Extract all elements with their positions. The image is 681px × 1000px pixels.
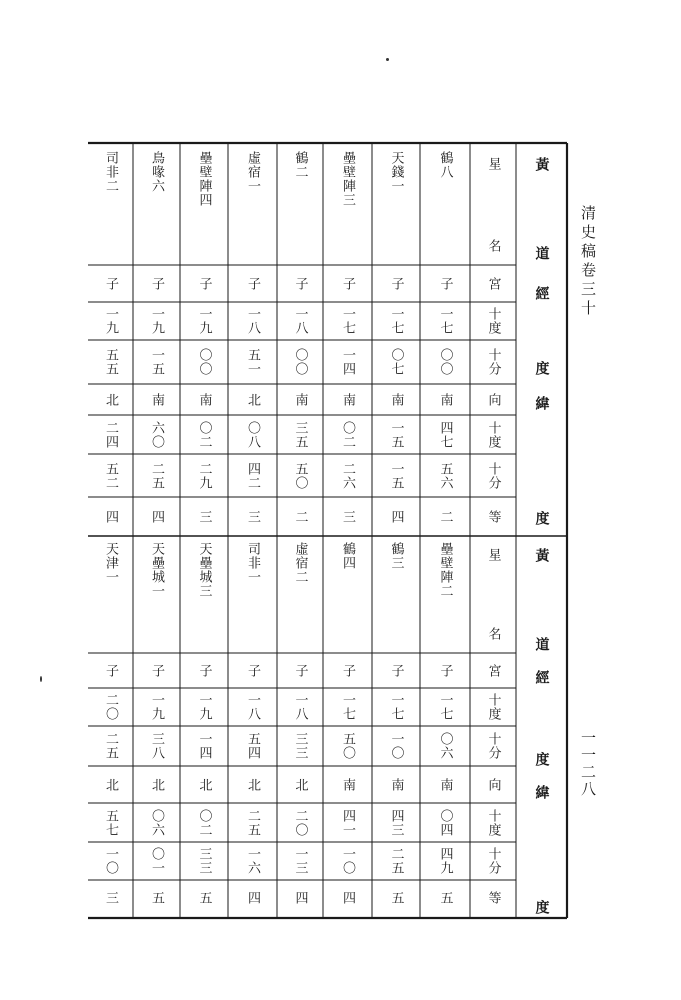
table-value: 一〇 bbox=[340, 847, 355, 875]
table-value: 子 bbox=[103, 276, 118, 291]
table-value: 一九 bbox=[196, 693, 212, 721]
table-value: 五〇 bbox=[340, 732, 355, 760]
table-value: 五二 bbox=[103, 461, 118, 490]
row-header: 十分 bbox=[485, 348, 501, 376]
table-value: 子 bbox=[388, 663, 404, 678]
table-value: 四三 bbox=[388, 808, 404, 837]
star-name: 鳥喙六 bbox=[149, 151, 164, 193]
star-name: 壘壁陣四 bbox=[196, 151, 212, 207]
table-value: 四二 bbox=[245, 461, 260, 490]
table-value: 五〇 bbox=[292, 461, 308, 490]
ink-speck bbox=[40, 676, 42, 682]
table-value: 三三 bbox=[292, 732, 308, 760]
star-name: 司非二 bbox=[103, 151, 118, 193]
star-name: 壘壁陣三 bbox=[340, 151, 355, 207]
table-value: 一九 bbox=[149, 307, 164, 335]
table-value: 一八 bbox=[245, 307, 260, 335]
section-label-char: 度 bbox=[533, 510, 550, 526]
star-name: 虛宿一 bbox=[245, 151, 260, 193]
row-header-star-label: 星 bbox=[485, 548, 501, 562]
star-name: 天津一 bbox=[103, 542, 118, 584]
row-header: 十度 bbox=[485, 420, 501, 449]
table-value: 北 bbox=[196, 777, 212, 792]
table-value: 二五 bbox=[149, 461, 164, 490]
row-header: 十分 bbox=[485, 461, 501, 490]
table-value: 子 bbox=[149, 663, 164, 678]
table-value: 一七 bbox=[437, 307, 453, 335]
table-value: 北 bbox=[245, 392, 260, 407]
table-value: 三三 bbox=[196, 847, 212, 875]
table-value: 一八 bbox=[292, 693, 308, 721]
table-value: 二 bbox=[437, 509, 453, 524]
table-value: 〇〇 bbox=[196, 348, 212, 376]
table-value: 五 bbox=[437, 891, 453, 905]
section-label-char: 道 bbox=[533, 636, 550, 652]
star-name: 天錢一 bbox=[388, 151, 404, 193]
table-value: 〇二 bbox=[196, 420, 212, 449]
table-value: 一八 bbox=[245, 693, 260, 721]
section-label-char: 緯 bbox=[533, 395, 550, 411]
table-value: 四 bbox=[103, 509, 118, 524]
table-value: 南 bbox=[292, 392, 308, 407]
table-value: 五一 bbox=[245, 348, 260, 376]
table-value: 五七 bbox=[103, 808, 118, 837]
table-value: 五 bbox=[388, 891, 404, 905]
row-header: 十分 bbox=[485, 847, 501, 875]
row-header-star-label: 星 bbox=[485, 157, 501, 171]
table-value: 子 bbox=[196, 663, 212, 678]
table-value: 子 bbox=[340, 663, 355, 678]
table-value: 子 bbox=[437, 663, 453, 678]
table-value: 五四 bbox=[245, 732, 260, 760]
table-value: 子 bbox=[340, 276, 355, 291]
table-value: 北 bbox=[292, 777, 308, 792]
section-label-char: 道 bbox=[533, 245, 550, 261]
table-value: 四 bbox=[245, 891, 260, 905]
table-value: 〇六 bbox=[149, 808, 164, 837]
table-value: 四 bbox=[340, 891, 355, 905]
table-value: 〇〇 bbox=[292, 348, 308, 376]
table-value: 二九 bbox=[196, 461, 212, 490]
table-value: 子 bbox=[245, 663, 260, 678]
table-value: 五五 bbox=[103, 348, 118, 376]
table-value: 一五 bbox=[149, 348, 164, 376]
table-value: 五 bbox=[149, 891, 164, 905]
table-value: 〇六 bbox=[437, 732, 453, 760]
row-header: 十度 bbox=[485, 307, 501, 335]
row-header: 向 bbox=[485, 392, 501, 407]
row-header: 宮 bbox=[485, 276, 501, 291]
section-label-char: 黃 bbox=[533, 547, 550, 563]
table-value: 南 bbox=[196, 392, 212, 407]
table-value: 三 bbox=[340, 509, 355, 524]
star-name: 鶴三 bbox=[388, 542, 404, 570]
table-value: 二五 bbox=[103, 732, 118, 760]
row-header: 等 bbox=[485, 509, 501, 524]
table-value: 南 bbox=[388, 777, 404, 792]
row-header-name-label: 名 bbox=[485, 627, 501, 641]
table-value: 五 bbox=[196, 891, 212, 905]
ink-speck bbox=[386, 58, 389, 61]
table-value: 〇二 bbox=[340, 420, 355, 449]
star-name: 鶴八 bbox=[437, 151, 453, 179]
table-value: 一九 bbox=[149, 693, 164, 721]
table-value: 二五 bbox=[388, 847, 404, 875]
table-value: 一四 bbox=[340, 348, 355, 376]
table-value: 四 bbox=[388, 509, 404, 524]
table-value: 北 bbox=[149, 777, 164, 792]
table-value: 一七 bbox=[340, 307, 355, 335]
row-header: 等 bbox=[485, 891, 501, 905]
table-value: 〇七 bbox=[388, 348, 404, 376]
running-head: 清史稿卷三十 bbox=[579, 205, 597, 319]
row-header: 十度 bbox=[485, 808, 501, 837]
table-value: 五六 bbox=[437, 461, 453, 490]
table-value: 四 bbox=[292, 891, 308, 905]
star-name: 天壘城一 bbox=[149, 542, 164, 598]
table-value: 子 bbox=[196, 276, 212, 291]
row-header: 十度 bbox=[485, 693, 501, 721]
table-value: 三 bbox=[103, 891, 118, 905]
table-value: 〇〇 bbox=[437, 348, 453, 376]
table-value: 一三 bbox=[292, 847, 308, 875]
row-header: 十分 bbox=[485, 732, 501, 760]
table-value: 南 bbox=[388, 392, 404, 407]
table-value: 子 bbox=[292, 663, 308, 678]
table-value: 南 bbox=[437, 392, 453, 407]
table-value: 一五 bbox=[388, 461, 404, 490]
row-header: 宮 bbox=[485, 663, 501, 678]
table-value: 二六 bbox=[340, 461, 355, 490]
section-label-char: 度 bbox=[533, 751, 550, 767]
table-value: 〇二 bbox=[196, 808, 212, 837]
table-value: 子 bbox=[388, 276, 404, 291]
table-value: 〇四 bbox=[437, 808, 453, 837]
table-value: 子 bbox=[292, 276, 308, 291]
star-name: 鶴二 bbox=[292, 151, 308, 179]
section-label-char: 度 bbox=[533, 899, 550, 915]
table-value: 子 bbox=[103, 663, 118, 678]
table-value: 一〇 bbox=[388, 732, 404, 760]
table-value: 〇八 bbox=[245, 420, 260, 449]
table-value: 一五 bbox=[388, 420, 404, 449]
table-value: 二〇 bbox=[292, 808, 308, 837]
table-value: 一七 bbox=[388, 693, 404, 721]
table-value: 二 bbox=[292, 509, 308, 524]
table-value: 一九 bbox=[196, 307, 212, 335]
table-value: 一九 bbox=[103, 307, 118, 335]
table-value: 三八 bbox=[149, 732, 164, 760]
table-value: 一六 bbox=[245, 847, 260, 875]
section-label-char: 度 bbox=[533, 360, 550, 376]
table-value: 南 bbox=[340, 777, 355, 792]
star-name: 鶴四 bbox=[340, 542, 355, 570]
section-label-char: 經 bbox=[533, 669, 550, 685]
table-value: 三 bbox=[196, 509, 212, 524]
table-value: 北 bbox=[245, 777, 260, 792]
table-value: 子 bbox=[437, 276, 453, 291]
star-name: 虛宿二 bbox=[292, 542, 308, 584]
table-value: 北 bbox=[103, 392, 118, 407]
table-value: 四 bbox=[149, 509, 164, 524]
table-value: 二四 bbox=[103, 420, 118, 449]
section-label-char: 緯 bbox=[533, 784, 550, 800]
table-value: 一七 bbox=[437, 693, 453, 721]
table-value: 三 bbox=[245, 509, 260, 524]
table-value: 南 bbox=[149, 392, 164, 407]
table-value: 一八 bbox=[292, 307, 308, 335]
table-value: 一四 bbox=[196, 732, 212, 760]
star-name: 司非一 bbox=[245, 542, 260, 584]
table-value: 三五 bbox=[292, 420, 308, 449]
table-value: 二〇 bbox=[103, 693, 118, 721]
star-name: 天壘城三 bbox=[196, 542, 212, 598]
table-value: 一七 bbox=[340, 693, 355, 721]
table-value: 二五 bbox=[245, 808, 260, 837]
table-value: 北 bbox=[103, 777, 118, 792]
page-number: 一一二八 bbox=[579, 730, 597, 798]
table-value: 四一 bbox=[340, 808, 355, 837]
section-label-char: 黃 bbox=[533, 156, 550, 172]
table-value: 四九 bbox=[437, 847, 453, 875]
section-label-char: 經 bbox=[533, 285, 550, 301]
table-value: 子 bbox=[245, 276, 260, 291]
table-value: 南 bbox=[340, 392, 355, 407]
table-value: 一〇 bbox=[103, 847, 118, 875]
table-value: 〇一 bbox=[149, 847, 164, 875]
table-value: 四七 bbox=[437, 420, 453, 449]
row-header: 向 bbox=[485, 777, 501, 792]
table-value: 一七 bbox=[388, 307, 404, 335]
table-value: 南 bbox=[437, 777, 453, 792]
star-name: 壘壁陣二 bbox=[437, 542, 453, 598]
row-header-name-label: 名 bbox=[485, 239, 501, 253]
table-value: 六〇 bbox=[149, 420, 164, 449]
table-value: 子 bbox=[149, 276, 164, 291]
